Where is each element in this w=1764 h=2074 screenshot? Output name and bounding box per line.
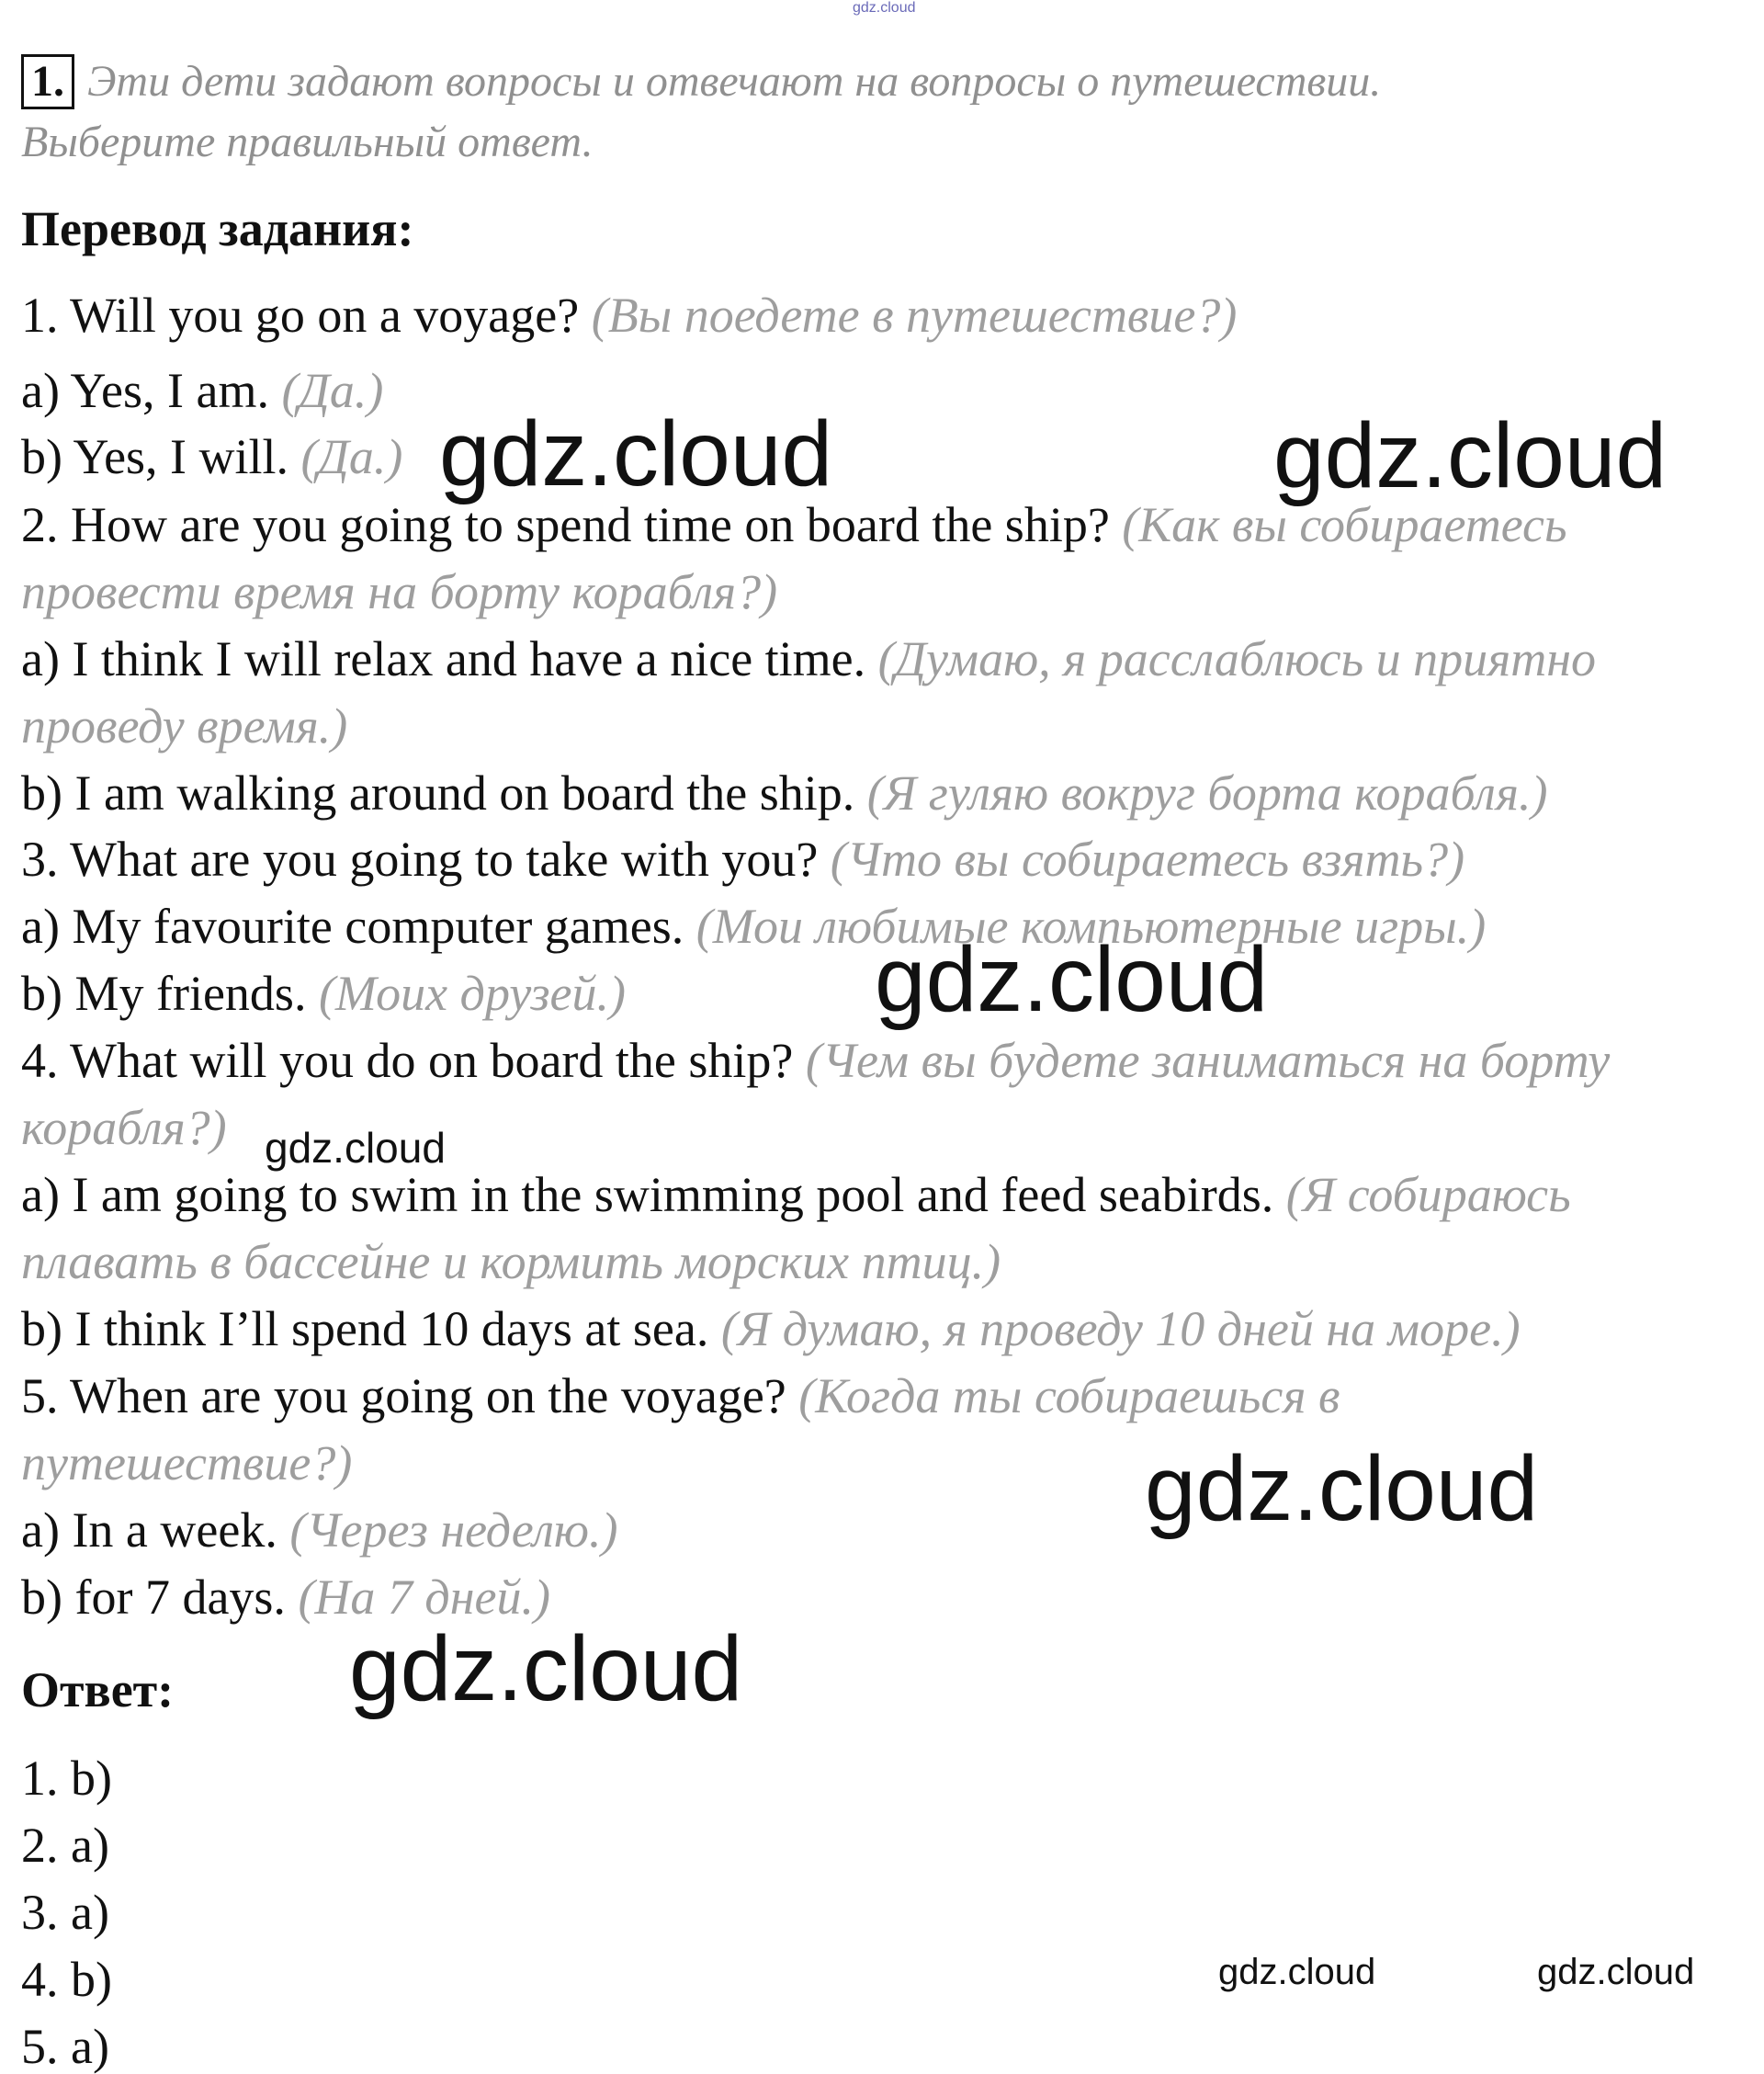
line-ru: (Моих друзей.) <box>318 966 626 1021</box>
line-ru: проведу время.) <box>21 698 348 754</box>
text-line <box>21 698 348 754</box>
watermark: gdz.cloud <box>1218 1952 1376 1992</box>
answer-item: 4. b) <box>21 1952 112 2007</box>
line-ru: (Как вы собираетесь <box>1122 497 1567 552</box>
line-en: 2. How are you going to spend time on board the ship? <box>21 497 1110 552</box>
text-line <box>21 429 403 484</box>
line-en: a) Yes, I am. <box>21 363 269 418</box>
text-line <box>21 1301 1521 1356</box>
line-ru: (Что вы собираетесь взять?) <box>830 832 1465 887</box>
line-en: 1. Will you go on a voyage? <box>21 288 580 343</box>
line-en: a) I think I will relax and have a nice time. <box>21 631 866 686</box>
watermark: gdz.cloud <box>1537 1952 1695 1992</box>
text-line <box>21 1100 227 1155</box>
answer-item: 1. b) <box>21 1751 112 1806</box>
line-en: a) I am going to swim in the swimming pool and feed seabirds. <box>21 1167 1274 1222</box>
task-number: 1. <box>21 54 74 109</box>
text-line <box>21 832 1465 887</box>
text-line <box>21 564 778 619</box>
line-ru: (Думаю, я расслаблюсь и приятно <box>877 631 1597 686</box>
line-ru: корабля?) <box>21 1100 227 1155</box>
line-en: 5. When are you going on the voyage? <box>21 1368 786 1423</box>
line-ru: путешествие?) <box>21 1435 353 1490</box>
line-ru: провести время на борту корабля?) <box>21 564 778 619</box>
line-ru: (Мои любимые компьютерные игры.) <box>695 899 1487 954</box>
line-en: a) In a week. <box>21 1502 277 1558</box>
line-ru: (Да.) <box>300 429 403 484</box>
top-watermark: gdz.cloud <box>853 0 916 16</box>
answer-heading: Ответ: <box>21 1662 175 1717</box>
line-en: 3. What are you going to take with you? <box>21 832 819 887</box>
line-ru: (Когда ты собираешься в <box>798 1368 1340 1423</box>
line-en: 4. What will you do on board the ship? <box>21 1033 794 1088</box>
text-line <box>21 1234 1001 1289</box>
text-line <box>21 1368 1340 1423</box>
line-en: b) I think I’ll spend 10 days at sea. <box>21 1301 709 1356</box>
text-line <box>21 966 626 1021</box>
text-line <box>21 631 1597 686</box>
line-ru: (Да.) <box>281 363 384 418</box>
answer-item: 3. a) <box>21 1885 109 1940</box>
line-ru: (Чем вы будете заниматься на борту <box>805 1033 1611 1088</box>
text-line <box>21 288 1238 343</box>
text-line <box>21 363 384 418</box>
line-ru: (Через неделю.) <box>289 1502 618 1558</box>
task-instruction: Эти дети задают вопросы и отвечают на вопросы о путешествии. Выберите правильный ответ. <box>21 57 1382 166</box>
line-ru: (Я думаю, я проведу 10 дней на море.) <box>720 1301 1521 1356</box>
line-en: a) My favourite computer games. <box>21 899 684 954</box>
translation-heading: Перевод задания: <box>21 201 414 256</box>
task-instruction-block <box>21 51 1491 173</box>
watermark: gdz.cloud <box>265 1124 446 1172</box>
line-ru: (Я гуляю вокруг борта корабля.) <box>866 765 1548 821</box>
line-ru: (Вы поедете в путешествие?) <box>591 288 1238 343</box>
line-en: b) I am walking around on board the ship. <box>21 765 855 821</box>
watermark: gdz.cloud <box>875 928 1269 1031</box>
line-en: b) My friends. <box>21 966 307 1021</box>
text-line <box>21 1435 353 1490</box>
watermark: gdz.cloud <box>1145 1437 1539 1540</box>
line-ru: плавать в бассейне и кормить морских птиц.) <box>21 1234 1001 1289</box>
text-line <box>21 1570 550 1625</box>
line-ru: (Я собираюсь <box>1285 1167 1571 1222</box>
watermark: gdz.cloud <box>349 1617 743 1720</box>
watermark: gdz.cloud <box>1273 404 1668 507</box>
text-line <box>21 1033 1611 1088</box>
answer-item: 5. a) <box>21 2019 109 2074</box>
text-line <box>21 1502 618 1558</box>
text-line <box>21 497 1567 552</box>
text-line <box>21 765 1548 821</box>
line-en: b) for 7 days. <box>21 1570 286 1625</box>
answer-item: 2. a) <box>21 1818 109 1873</box>
watermark: gdz.cloud <box>439 402 833 505</box>
line-en: b) Yes, I will. <box>21 429 289 484</box>
line-ru: (На 7 дней.) <box>298 1570 550 1625</box>
text-line <box>21 1167 1571 1222</box>
